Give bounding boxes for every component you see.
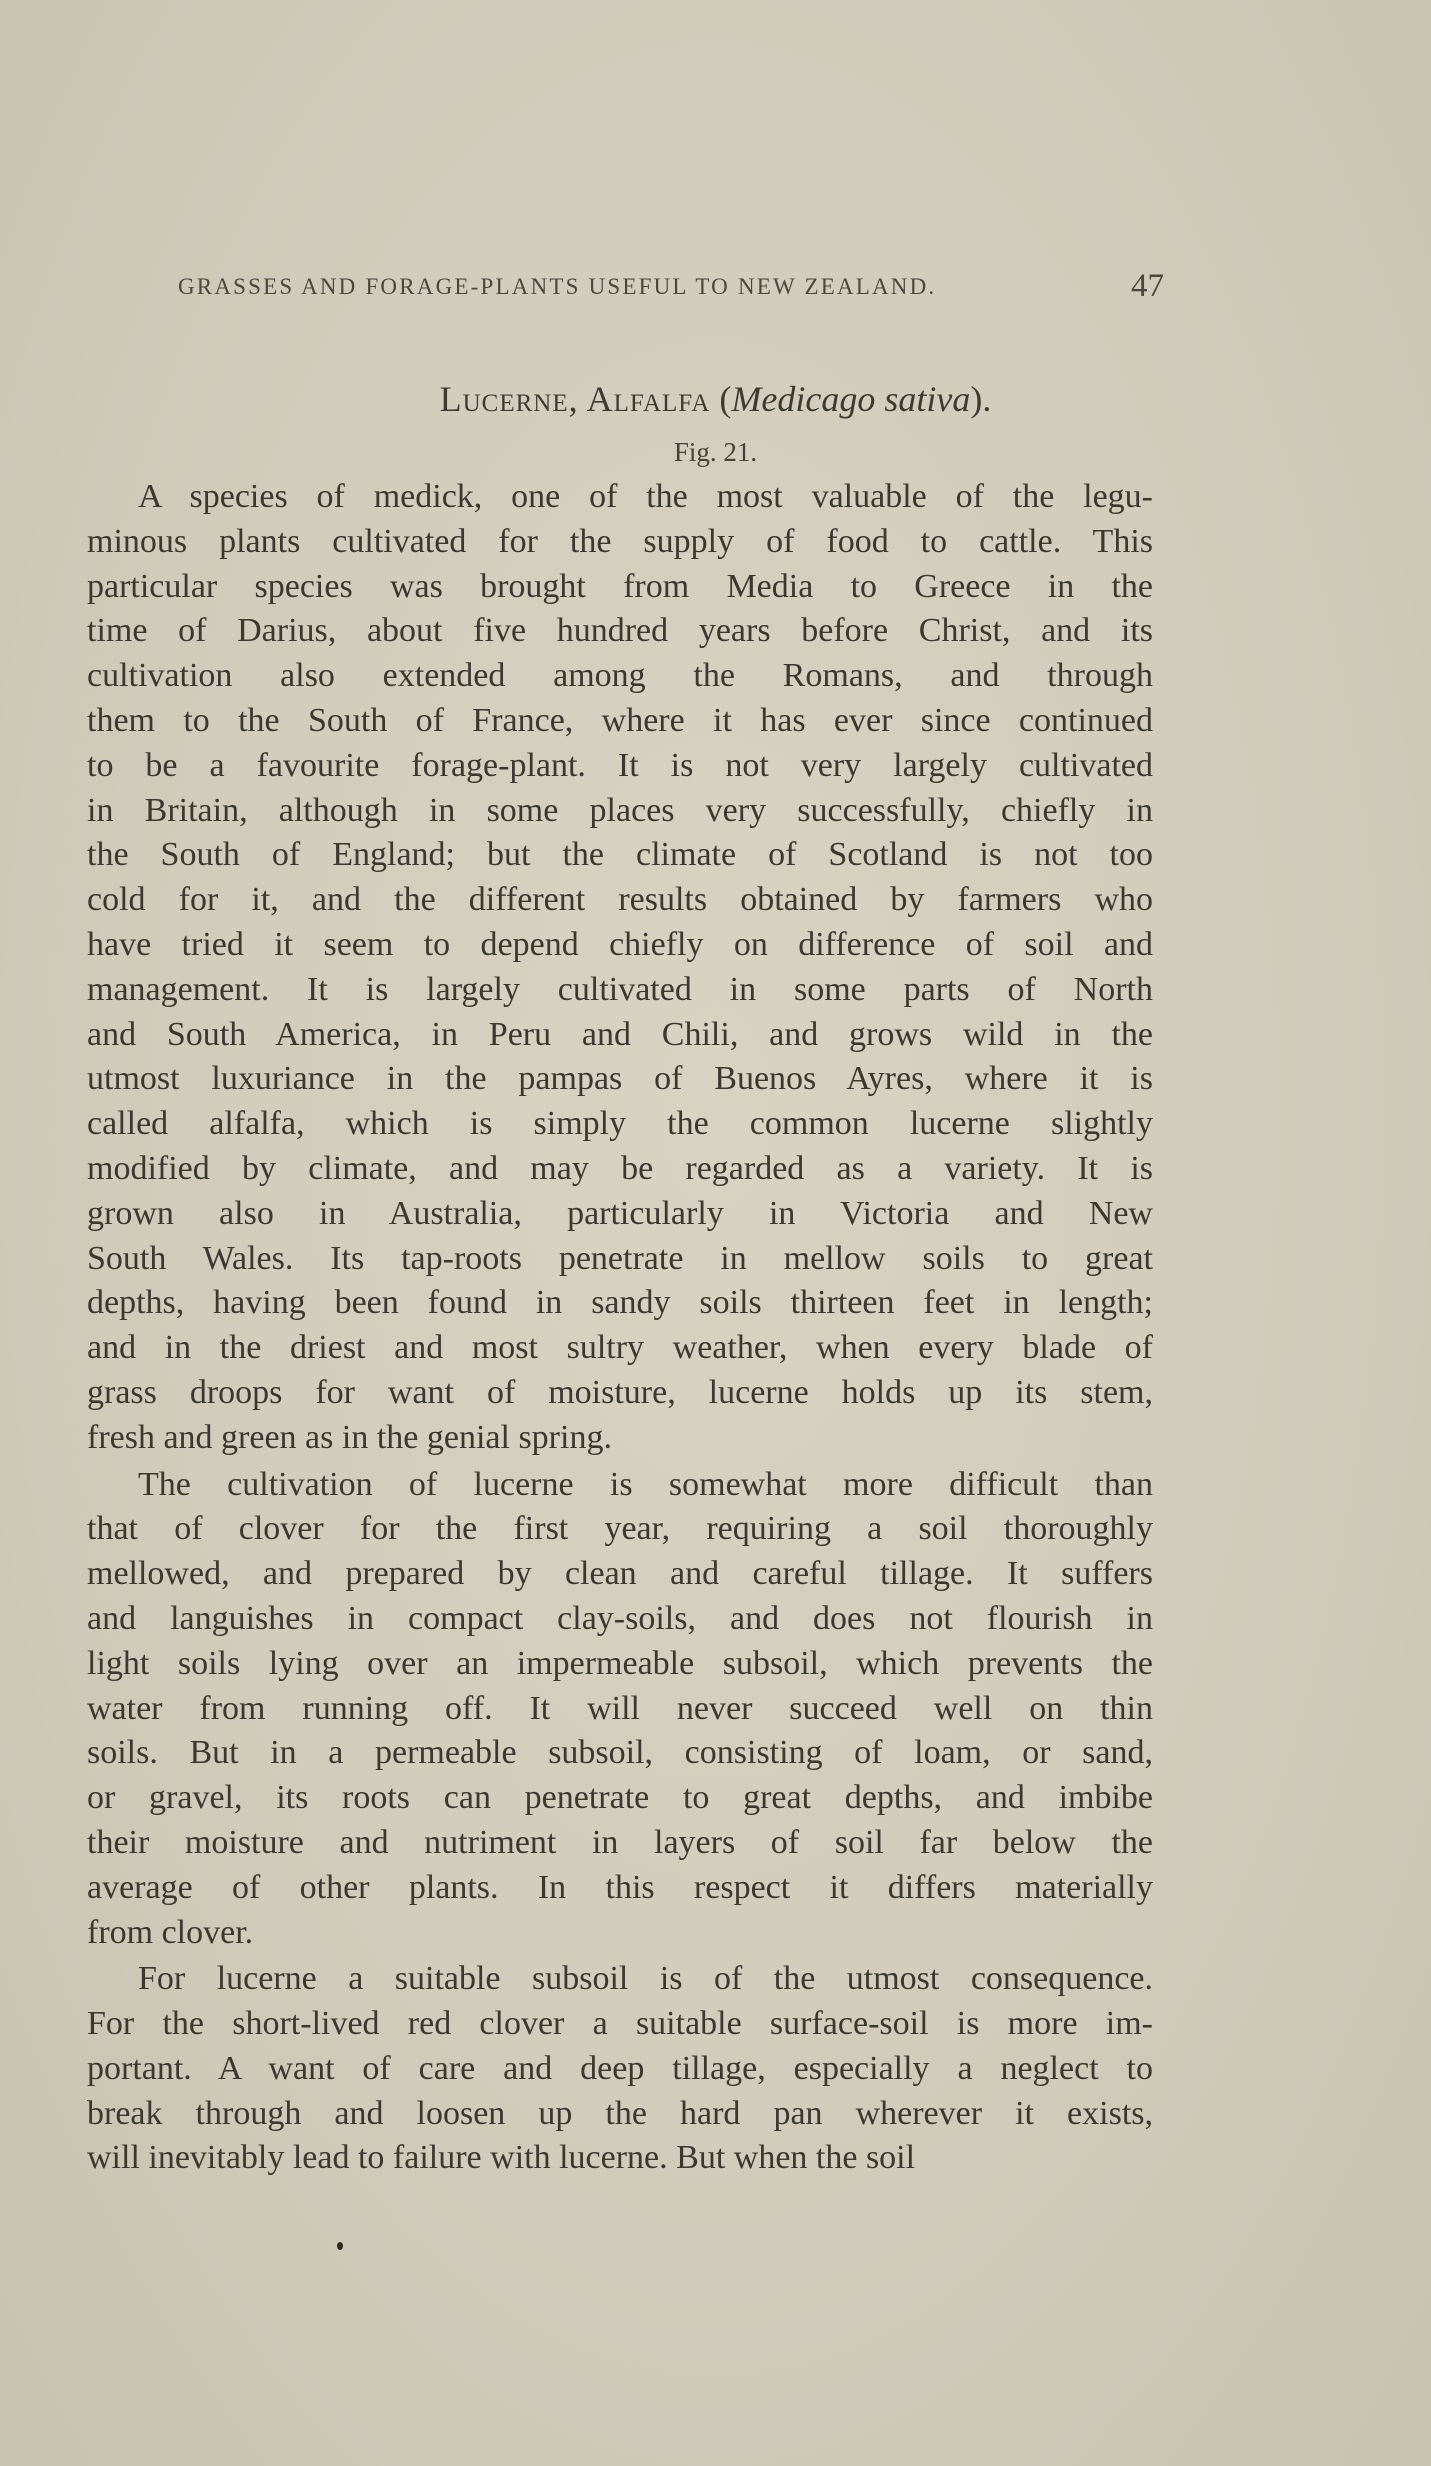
text-line: modified by climate, and may be regarded as a variety. It is [87,1149,1153,1187]
text-line: South Wales. Its tap-roots penetrate in mellow soils to great [87,1239,1153,1277]
text-line: and languishes in compact clay-soils, and does not flourish in [87,1599,1153,1637]
text-line: in Britain, although in some places very successfully, chiefly in [87,791,1153,829]
text-line: soils. But in a permeable subsoil, consisting of loam, or sand, [87,1734,1153,1772]
text-line: mellowed, and prepared by clean and careful tillage. It suffers [87,1555,1153,1593]
text-line: depths, having been found in sandy soils thirteen feet in length; [87,1284,1153,1322]
paragraph [87,475,1153,1461]
paragraph [87,1463,1153,1956]
text-line: average of other plants. In this respect it differs materially [87,1868,1153,1906]
paragraph [87,1957,1153,2181]
text-line: cultivation also extended among the Romans, and through [87,657,1153,695]
text-line: that of clover for the first year, requiring a soil thoroughly [87,1510,1153,1548]
running-title: GRASSES AND FORAGE-PLANTS USEFUL TO NEW ZEALAND. [178,274,937,299]
body-text [87,475,1153,2181]
running-head [178,268,1180,308]
text-line: utmost luxuriance in the pampas of Buenos Ayres, where it is [87,1060,1153,1098]
text-line: them to the South of France, where it has ever since continued [87,701,1153,739]
text-line: have tried it seem to depend chiefly on difference of soil and [87,925,1153,963]
text-line: and in the driest and most sultry weather, when every blade of [87,1329,1153,1367]
text-line: time of Darius, about five hundred years before Christ, and its [87,612,1153,650]
text-line: from clover. [87,1913,254,1951]
text-line: and South America, in Peru and Chili, and grows wild in the [87,1015,1153,1053]
ink-speck [337,2242,343,2250]
text-line: The cultivation of lucerne is somewhat more difficult than [87,1465,1153,1503]
text-line: For lucerne a suitable subsoil is of the utmost consequence. [87,1960,1153,1998]
text-line: the South of England; but the climate of Scotland is not too [87,836,1153,874]
text-line: particular species was brought from Media to Greece in the [87,567,1153,605]
text-line: grass droops for want of moisture, lucerne holds up its stem, [87,1373,1153,1411]
text-line: grown also in Australia, particularly in Victoria and New [87,1194,1153,1232]
text-line: water from running off. It will never succeed well on thin [87,1689,1153,1727]
text-line: or gravel, its roots can penetrate to great depths, and imbibe [87,1779,1153,1817]
text-line: For the short-lived red clover a suitable surface-soil is more im- [87,2005,1153,2043]
heading-trailing: ). [970,379,992,419]
page-number: 47 [1131,268,1164,304]
section-heading: Lucerne, Alfalfa (Medicago sativa). [439,379,992,419]
text-line: minous plants cultivated for the supply of food to cattle. This [87,522,1153,560]
text-line: their moisture and nutriment in layers of soil far below the [87,1823,1153,1861]
figure-reference: Fig. 21. [673,437,758,467]
text-line: A species of medick, one of the most valuable of the legu- [87,478,1153,515]
heading-common-names: Lucerne, Alfalfa [439,379,711,419]
text-line: will inevitably lead to failure with lucerne. But when the soil [87,2139,916,2177]
text-line: called alfalfa, which is simply the common lucerne slightly [87,1105,1153,1143]
text-line: fresh and green as in the genial spring. [87,1418,612,1456]
text-line: portant. A want of care and deep tillage, especially a neglect to [87,2049,1153,2087]
text-line: break through and loosen up the hard pan wherever it exists, [87,2094,1153,2132]
text-line: light soils lying over an impermeable subsoil, which prevents the [87,1644,1153,1682]
text-line: to be a favourite forage-plant. It is not very largely cultivated [87,746,1153,784]
text-line: management. It is largely cultivated in some parts of North [87,970,1153,1008]
heading-latin-name: Medicago sativa [731,379,971,419]
text-line: cold for it, and the different results obtained by farmers who [87,881,1153,919]
